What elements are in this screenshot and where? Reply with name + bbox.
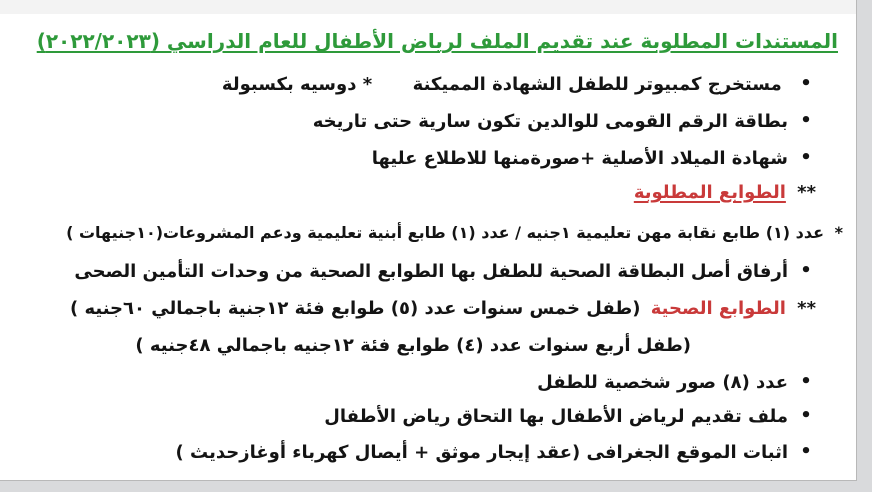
section-required-stamps-label: الطوابع المطلوبة bbox=[633, 182, 786, 203]
health-stamps-five-years: (طفل خمس سنوات عدد (٥) طوابع فئة ١٢جنية باجمالي ٦٠جنيه ) bbox=[69, 298, 641, 319]
top-strip bbox=[0, 0, 856, 14]
section-required-stamps bbox=[18, 184, 816, 202]
bullet-national-id: • بطاقة الرقم القومى للوالدين تكون سارية حتى تاريخه bbox=[18, 113, 816, 131]
bullet-application-file: • ملف تقديم لرياض الأطفال بها التحاق رياض الأطفال bbox=[18, 408, 816, 426]
bullet-birth-certificate: • شهادة الميلاد الأصلية +صورةمنها للاطلاع عليها bbox=[18, 150, 816, 168]
health-stamps-four-years: (طفل أربع سنوات عدد (٤) طوابع فئة ١٢جنيه باجمالي ٤٨جنيه ) bbox=[135, 335, 691, 356]
bullet-computer-certificate-and-folder bbox=[18, 76, 816, 94]
bullet-health-card: • أرفاق أصل البطاقة الصحية للطفل بها الطوابع الصحية من وحدات التأمين الصحى bbox=[18, 263, 816, 281]
document-title: المستندات المطلوبة عند تقديم الملف لرياض الأطفال للعام الدراسي (٢٠٢٢/٢٠٢٣) bbox=[36, 29, 838, 53]
computer-certificate-text: مستخرج كمبيوتر للطفل الشهادة المميكنة bbox=[412, 74, 782, 95]
stamp-count-asterisk: * bbox=[834, 223, 843, 242]
health-stamps-label: الطوابع الصحية bbox=[650, 298, 786, 319]
section-health-stamps bbox=[18, 300, 816, 318]
folder-text: * دوسيه بكسبولة bbox=[221, 74, 373, 95]
health-stamps-stars: ** bbox=[797, 298, 816, 319]
bullet-personal-photos: • عدد (٨) صور شخصية للطفل bbox=[18, 374, 816, 392]
bullet-location-proof: • اثبات الموقع الجغرافى (عقد إيجار موثق + أيصال كهرباء أوغازحديث ) bbox=[18, 444, 816, 462]
section-stars: ** bbox=[797, 182, 816, 203]
stamp-count-line bbox=[18, 225, 843, 241]
stamp-count-text: عدد (١) طابع نقابة مهن تعليمية ١جنيه / عدد (١) طابع أبنية تعليمية ودعم المشروعات(١٠جنيهات ) bbox=[66, 223, 825, 242]
